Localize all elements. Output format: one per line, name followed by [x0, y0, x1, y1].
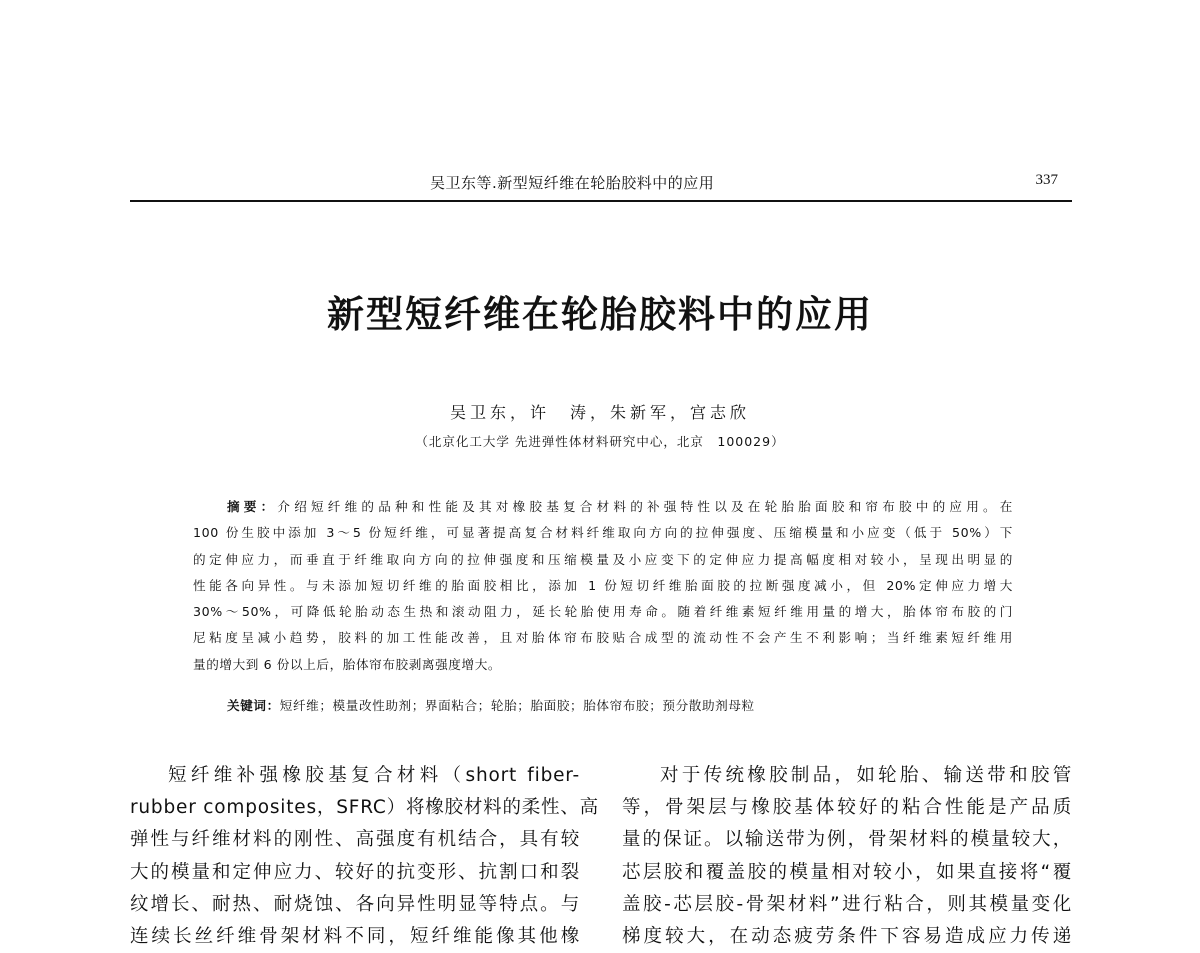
- body-line: 弹性与纤维材料的刚性、高强度有机结合，具有较: [130, 829, 580, 851]
- abstract-line: 尼粘度呈减小趋势，胶料的加工性能改善，且对胎体帘布胶贴合成型的流动性不会产生不利影响；当纤维素短纤维用: [193, 630, 1013, 646]
- abstract: [193, 494, 1013, 678]
- body-line: 大的模量和定伸应力、较好的抗变形、抗割口和裂: [130, 861, 580, 883]
- author-affiliation: （北京化工大学 先进弹性体材料研究中心，北京 100029）: [415, 434, 785, 449]
- abstract-line: 的定伸应力，而垂直于纤维取向方向的拉伸强度和压缩模量及小应变下的定伸应力提高幅度相对较小，呈现出明显的: [193, 551, 1013, 567]
- body-line: 盖胶-芯层胶-骨架材料”进行粘合，则其模量变化: [622, 893, 1072, 915]
- abstract-label: 摘要：: [227, 499, 278, 514]
- abstract-line: 性能各向异性。与未添加短切纤维的胎面胶相比，添加 1 份短切纤维胎面胶的拉断强度减小，但 20%定伸应力增大: [193, 577, 1013, 593]
- body-line: 连续长丝纤维骨架材料不同，短纤维能像其他橡: [130, 926, 580, 948]
- abstract-line: 量的增大到 6 份以上后，胎体帘布胶剥离强度增大。: [193, 656, 502, 672]
- body-line: 量的保证。以输送带为例，骨架材料的模量较大，: [622, 829, 1072, 851]
- abstract-line: 100 份生胶中添加 3～5 份短纤维，可显著提高复合材料纤维取向方向的拉伸强度、压缩模量和小应变（低于 50%）下: [193, 525, 1013, 541]
- keywords-text: 短纤维；模量改性助剂；界面粘合；轮胎；胎面胶；胎体帘布胶；预分散助剂母粒: [279, 698, 755, 713]
- body-line: 梯度较大，在动态疲劳条件下容易造成应力传递: [622, 926, 1072, 948]
- body-line: 芯层胶和覆盖胶的模量相对较小，如果直接将“覆: [622, 861, 1072, 883]
- running-head-title: 吴卫东等.新型短纤维在轮胎胶料中的应用: [430, 174, 715, 192]
- body-line: rubber composites，SFRC）将橡胶材料的柔性、高: [130, 797, 599, 819]
- body-line: 短纤维补强橡胶基复合材料（short fiber-: [168, 765, 580, 786]
- abstract-line: 30%～50%，可降低轮胎动态生热和滚动阻力，延长轮胎使用寿命。随着纤维素短纤维用量的增大，胎体帘布胶的门: [193, 604, 1013, 620]
- keywords-label: 关键词：: [227, 698, 280, 713]
- abstract-line: 摘要：介绍短纤维的品种和性能及其对橡胶基复合材料的补强特性以及在轮胎胎面胶和帘布胶中的应用。在: [227, 499, 1013, 514]
- body-column-left: [130, 760, 599, 953]
- body-line: 对于传统橡胶制品，如轮胎、输送带和胶管: [660, 765, 1072, 786]
- body-column-right: [622, 760, 1072, 953]
- running-head: [130, 168, 1072, 198]
- article-title: 新型短纤维在轮胎胶料中的应用: [327, 293, 873, 336]
- page-number: 337: [1035, 172, 1058, 188]
- header-rule: [130, 200, 1072, 202]
- body-line: 纹增长、耐热、耐烧蚀、各向异性明显等特点。与: [130, 893, 580, 915]
- keywords: [227, 695, 755, 714]
- body-line: 等，骨架层与橡胶基体较好的粘合性能是产品质: [622, 797, 1072, 819]
- author-list: 吴卫东，许 涛，朱新军，宫志欣: [449, 403, 750, 422]
